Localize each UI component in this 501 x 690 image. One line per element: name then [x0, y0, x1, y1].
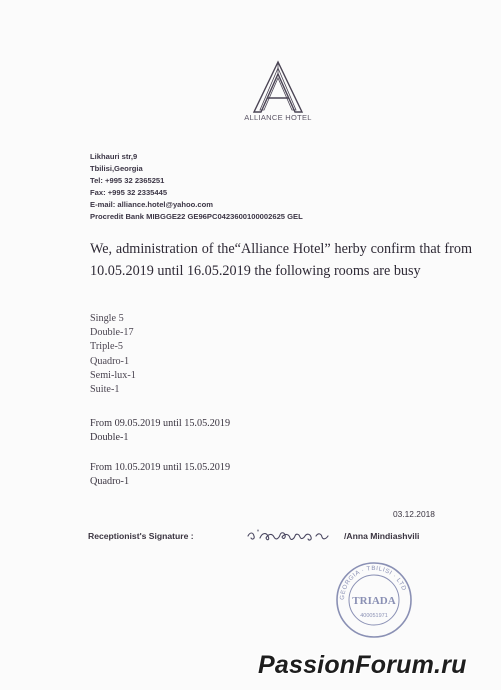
rooms-list [90, 312, 136, 397]
period-block [90, 417, 230, 445]
period-block [90, 461, 230, 489]
signer-name: /Anna Mindiashvili [344, 531, 420, 541]
company-stamp-icon [334, 560, 414, 640]
list-item: Semi-lux-1 [90, 369, 136, 381]
document-date: 03.12.2018 [393, 509, 435, 519]
logo-text: ALLIANCE HOTEL [244, 113, 312, 122]
contact-city: Tbilisi,Georgia [90, 164, 143, 173]
contact-street: Likhauri str,9 [90, 152, 138, 161]
stamp-number: 400051971 [360, 613, 388, 619]
stamp-center-text: TRIADA [352, 595, 396, 607]
contact-fax: Fax: +995 32 2335445 [90, 188, 168, 197]
period-range: From 09.05.2019 until 15.05.2019 [90, 418, 231, 429]
period-range: From 10.05.2019 until 15.05.2019 [90, 462, 231, 473]
list-item: Double-17 [90, 327, 134, 339]
stamp-ring-text: GEORGIA · TBILISI · LTD [338, 564, 408, 601]
signature-label: Receptionist's Signature : [88, 531, 194, 541]
contact-email: E-mail: alliance.hotel@yahoo.com [90, 200, 214, 209]
handwritten-signature [244, 522, 334, 546]
confirmation-headline: We, administration of the“Alliance Hotel” herby confirm that from 10.05.2019 until 16.05.2019 the following rooms are busy [90, 241, 472, 279]
list-item: Triple-5 [90, 341, 124, 353]
list-item: Single 5 [90, 313, 124, 324]
list-item: Suite-1 [90, 384, 120, 396]
period-room: Double-1 [90, 432, 129, 444]
site-watermark: PassionForum.ru [258, 651, 467, 679]
contact-bank: Procredit Bank MIBGGE22 GE96PC0423600100002625 GEL [90, 212, 303, 221]
contact-block [90, 151, 303, 223]
list-item: Quadro-1 [90, 355, 130, 367]
letter-a-logo-icon [248, 60, 308, 114]
period-room: Quadro-1 [90, 476, 130, 488]
contact-tel: Tel: +995 32 2365251 [90, 176, 165, 185]
